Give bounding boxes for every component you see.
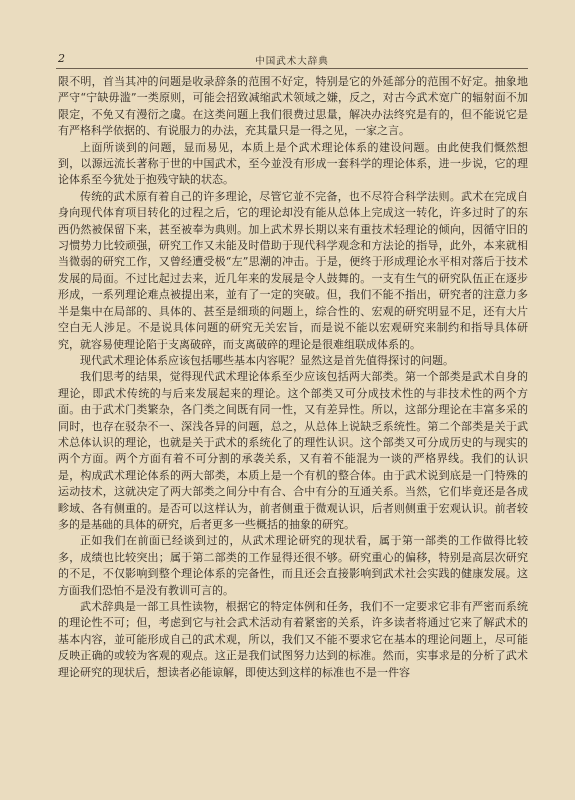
running-head: 中国武术大辞典 <box>255 56 329 67</box>
page-header <box>56 52 528 69</box>
paragraph: 武术辞典是一部工具性读物，根据它的特定体例和任务，我们不一定要求它非有严密而系统的理论性不可；但，考虑到它与社会武术活动有着紧密的关系，许多读者将通过它来了解武术的基本内容，並可能形成自己的武术观，所以，我们又不能不要求它在基本的理论问题上，尽可能反映正确的或较为客观的观点。这正是我们试图努力达到的标准。然而，实事求是的分析了武术理论研究的现状后，想读者必能谅解，即使达到这样的标准也不是一件容 <box>58 600 528 679</box>
page-number: 2 <box>58 52 65 65</box>
paragraph: 传统的武术原有着自己的许多理论，尽管它並不完备，也不尽符合科学法则。武术在完成自身向现代体育项目转化的过程之后，它的理论却没有能从总体上完成这一转化，许多过时了的东西仍然被保留下来，甚至被奉为典则。加上武术界长期以来有重技术轻理论的倾向，因循守旧的习惯势力比较顽强，研究工作又未能及时借助于现代科学观念和方法论的指导，此外，本来就相当微弱的研究工作，又曾经遭受极“左”思潮的冲击。于是，便终于形成理论水平相对落后于技术发展的局面。不过比起过去来，近几年来的发展是令人鼓舞的。一支有生气的研究队伍正在逐步形成，一系列理论难点被提出来，並有了一定的突破。但，我们不能不指出，研究者的注意力多半是集中在局部的、具体的、甚至是细琐的问题上，综合性的、宏观的研究明显不足，还有大片空白无人涉足。不是说具体问题的研究无关宏旨，而是说不能以宏观研究来制约和指导具体研究，就容易使理论陷于支离破碎，而支离破碎的理论是很难组联成体系的。 <box>58 189 528 351</box>
paragraph: 上面所谈到的问题，显而易见，本质上是个武术理论体系的建设问题。由此使我们慨然想到，以源远流长著称于世的中国武术，至今並没有形成一套科学的理论体系，进一步说，它的理论体系至今犹处于抱残守缺的状态。 <box>58 140 528 187</box>
paragraph: 正如我们在前面已经谈到过的，从武术理论研究的现状看，属于第一部类的工作做得比较多，成绩也比较突出；属于第二部类的工作显得还很不够。研究重心的偏移，特别是高层次研究的不足，不仅影响到整个理论体系的完备性，而且还会直接影响到武术社会实践的健康发展。这方面我们恐怕不是没有教训可言的。 <box>58 534 528 597</box>
paragraph: 限不明，首当其冲的问题是收录辞条的范围不好定，特别是它的外延部分的范围不好定。抽象地严守“宁缺毋滥”一类原则，可能会招致减缩武术领域之嫌，反之，对古今武术宽广的辐射面不加限定，不免又有漫衍之虞。在这类问题上我们很费过思量，解决办法终究是有的，但不能说它是有严格科学依据的、有说服力的办法，充其量只是一得之见，一家之言。 <box>58 75 528 138</box>
paragraph: 我们思考的结果，觉得现代武术理论体系至少应该包括两大部类。第一个部类是武术自身的理论，即武术传统的与后来发展起来的理论。这个部类又可分成技术性的与非技术性的两个方面。由于武术门类繁杂，各门类之间既有同一性，又有差异性。所以，这部分理论在丰富多采的同时，也存在驳杂不一、深浅各异的问题，总之，从总体上说缺乏系统性。第二个部类是关于武术总体认识的理论，也就是关于武术的系统化了的理性认识。这个部类又可分成历史的与现实的两个方面。两个方面有着不可分割的承袭关系，又有着不能混为一谈的严格界线。我们的认识是，构成武术理论体系的两大部类，本质上是一个有机的整合体。由于武术说到底是一门特殊的运动技术，这就决定了两大部类之间分中有合、合中有分的互通关系。当然，它们毕竟还是各成畛域、各有侧重的。是否可以这样认为，前者侧重于微观认识，后者则侧重于宏观认识。前者较多的是基础的具体的研究，后者更多一些概括的抽象的研究。 <box>58 370 528 531</box>
paragraph: 现代武术理论体系应该包括哪些基本内容呢？显然这是首先值得探讨的问题。 <box>80 353 454 367</box>
body-text <box>58 74 528 681</box>
